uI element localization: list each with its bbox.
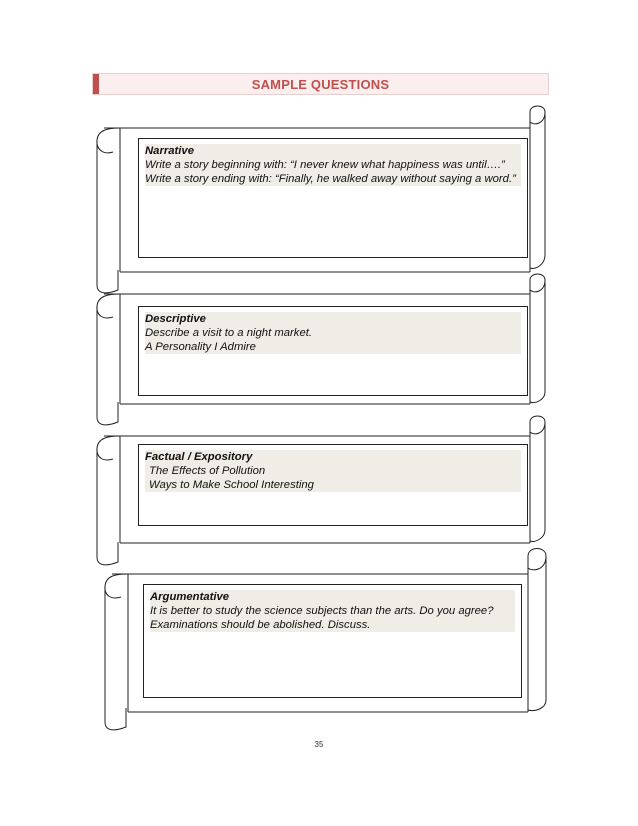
question-item: Write a story beginning with: “I never knew what happiness was until….” xyxy=(145,158,521,172)
descriptive-question-box xyxy=(138,306,528,396)
section-heading: Argumentative xyxy=(150,590,515,604)
question-item: A Personality I Admire xyxy=(145,340,521,354)
section-heading: Descriptive xyxy=(145,312,521,326)
page-title: SAMPLE QUESTIONS xyxy=(251,77,390,92)
question-item: The Effects of Pollution xyxy=(145,464,521,478)
argumentative-question-box xyxy=(143,584,522,698)
question-item: Write a story ending with: “Finally, he walked away without saying a word.” xyxy=(145,172,521,186)
question-item: Describe a visit to a night market. xyxy=(145,326,521,340)
section-heading: Narrative xyxy=(145,144,521,158)
question-item: It is better to study the science subjects than the arts. Do you agree? xyxy=(150,604,515,618)
expository-question-box xyxy=(138,444,528,526)
page-number: 35 xyxy=(314,740,324,749)
question-item: Ways to Make School Interesting xyxy=(145,478,521,492)
narrative-question-box xyxy=(138,138,528,258)
section-heading: Factual / Expository xyxy=(145,450,521,464)
question-item: Examinations should be abolished. Discuss. xyxy=(150,618,515,632)
